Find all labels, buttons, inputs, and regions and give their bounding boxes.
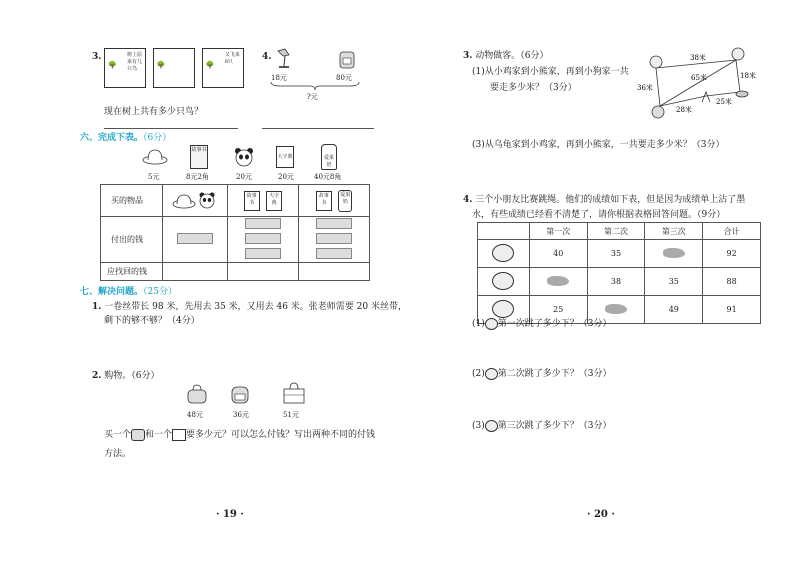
- problem-1-line2: 剩下的够不够？（4分）: [104, 316, 200, 326]
- trees-illustration: [104, 48, 244, 91]
- r-q3-sub3: (3)从乌龟家到小鸡家，再到小熊家，一共要走多少米？（3分）: [472, 140, 725, 150]
- animal-map: [636, 42, 756, 122]
- score-cell: 88: [703, 268, 761, 296]
- panda-price: 20元: [236, 173, 252, 181]
- ink-blot: [645, 240, 703, 268]
- path-bear-deer: [660, 96, 706, 106]
- bottle-icon: 爱果奶: [321, 144, 337, 170]
- cell-paid-3: [299, 217, 370, 263]
- bear-icon: [652, 106, 664, 118]
- storybook-price: 8元2角: [186, 173, 209, 181]
- total-unknown: ?元: [307, 93, 318, 101]
- section-7-heading: 七、解决问题。（25分）: [80, 287, 177, 297]
- r-q4-text-line2: 水，有些成绩已经看不清楚了，请你根据表格回答问题。（9分）: [472, 210, 726, 220]
- dist-label: 28米: [676, 106, 692, 114]
- cell-items-2: 故事书 大字典: [227, 185, 299, 217]
- score-cell: 40: [529, 240, 587, 268]
- dist-label: 36米: [637, 84, 653, 92]
- banknote: [177, 233, 213, 244]
- dictionary-price: 20元: [278, 173, 294, 181]
- dog-icon: [732, 48, 744, 60]
- score-cell: 92: [703, 240, 761, 268]
- bag-icon: [186, 384, 208, 404]
- page-number-left: · 19 ·: [216, 509, 244, 520]
- row-label-change: 应找回的钱: [101, 263, 163, 281]
- q4-number: 4.: [262, 52, 272, 62]
- problem-2-line2: 方法。: [104, 449, 132, 459]
- schoolbag-price: 51元: [283, 411, 299, 419]
- score-cell: 35: [645, 268, 703, 296]
- q4-answer-line: [262, 128, 374, 129]
- q3-answer-line: [104, 128, 238, 129]
- turtle-icon: [736, 91, 748, 97]
- child-2-avatar: [478, 268, 530, 296]
- dist-label: 18米: [740, 72, 756, 80]
- header-cell: 第一次: [529, 223, 587, 240]
- hat-price: 5元: [148, 173, 160, 181]
- path-chick-bear: [656, 68, 660, 106]
- r-q3-title: 3. 动物做客。（6分）: [463, 51, 549, 61]
- banknote: [245, 248, 281, 259]
- cell-items-3: 故事书 爱果奶: [299, 185, 370, 217]
- cell-change-1[interactable]: [162, 263, 227, 281]
- bottle-price: 40元8角: [314, 173, 342, 181]
- child-1-avatar: [478, 240, 530, 268]
- score-cell: 25: [529, 296, 587, 324]
- cell-change-3[interactable]: [299, 263, 370, 281]
- score-cell: 38: [587, 268, 645, 296]
- tree-1: 树上原来有几只鸟 🌳: [104, 48, 146, 88]
- problem-2-text: 买一个 和一个 要多少元？可以怎么付钱？写出两种不同的付钱: [104, 430, 376, 440]
- tree-2: 🌳: [153, 48, 195, 88]
- banknote: [245, 233, 281, 244]
- backpack-price: 80元: [336, 74, 352, 82]
- header-cell: 第三次: [645, 223, 703, 240]
- r-q3-sub1-line2: 要走多少米？（3分）: [490, 83, 577, 93]
- purchase-table: [100, 184, 370, 281]
- backpack-icon: [338, 47, 356, 69]
- child-3-icon: [485, 420, 498, 432]
- storybook-icon: 故事书: [190, 145, 208, 169]
- hat-panda-icon: [172, 191, 218, 209]
- cell-items-1: [162, 185, 227, 217]
- banknote: [316, 233, 352, 244]
- q3-question: 现在树上共有多少只鸟？: [104, 107, 204, 117]
- row-label-items: 买的物品: [101, 185, 163, 217]
- backpack-icon-2: [229, 382, 251, 404]
- r-q4-sub2: (2) 第二次跳了多少下？（3分）: [472, 369, 612, 379]
- problem-2-title: 2. 购物。（6分）: [92, 371, 160, 381]
- r-q4-sub1: (1) 第一次跳了多少下？（3分）: [472, 319, 612, 329]
- lamp-price: 18元: [271, 74, 287, 82]
- panda-icon: [233, 146, 255, 168]
- child-1-icon: [485, 318, 498, 330]
- cell-paid-1: [162, 217, 227, 263]
- path-deer-turtle: [706, 92, 740, 96]
- r-q4-text: 4. 三个小朋友比赛跳绳。他们的成绩如下表，但是因为成绩单上沾了墨: [463, 195, 746, 205]
- header-cell: [478, 223, 530, 240]
- jump-rope-table: [477, 222, 761, 324]
- page-number-right: · 20 ·: [587, 509, 615, 520]
- score-cell: 49: [645, 296, 703, 324]
- dist-label: 38米: [690, 54, 706, 62]
- header-cell: 合计: [703, 223, 761, 240]
- r-q3-sub1: (1)从小鸡家到小熊家，再到小狗家一共: [472, 67, 629, 77]
- dictionary-icon: 大字典: [276, 146, 294, 168]
- brace: [270, 82, 360, 90]
- backpack-price-2: 36元: [233, 411, 249, 419]
- tree-3: 又飞来8只 🌳: [202, 48, 244, 88]
- row-label-paid: 付出的钱: [101, 217, 163, 263]
- dist-label: 25米: [716, 98, 732, 106]
- section-6-heading: 六、完成下表。（6分）: [80, 133, 172, 143]
- schoolbag-inline-icon: [172, 429, 186, 441]
- dist-label: 65米: [691, 74, 707, 82]
- chick-icon: [650, 56, 662, 68]
- banknote: [316, 248, 352, 259]
- banknote: [245, 218, 281, 229]
- score-cell: 91: [703, 296, 761, 324]
- lamp-icon: [275, 47, 293, 69]
- schoolbag-icon: [282, 382, 306, 404]
- cell-change-2[interactable]: [227, 263, 299, 281]
- child-2-icon: [485, 368, 498, 380]
- bag-price: 48元: [187, 411, 203, 419]
- hat-icon: [142, 147, 168, 165]
- header-cell: 第二次: [587, 223, 645, 240]
- r-q4-sub3: (3) 第三次跳了多少下？（3分）: [472, 421, 612, 431]
- backpack-inline-icon: [131, 429, 145, 441]
- score-cell: 35: [587, 240, 645, 268]
- problem-1: 1. 一卷丝带长 98 米，先用去 35 米，又用去 46 米。张老师需要 20 米丝带，: [92, 302, 407, 312]
- banknote: [316, 218, 352, 229]
- q3-number: 3.: [92, 52, 102, 62]
- ink-blot: [529, 268, 587, 296]
- cell-paid-2: [227, 217, 299, 263]
